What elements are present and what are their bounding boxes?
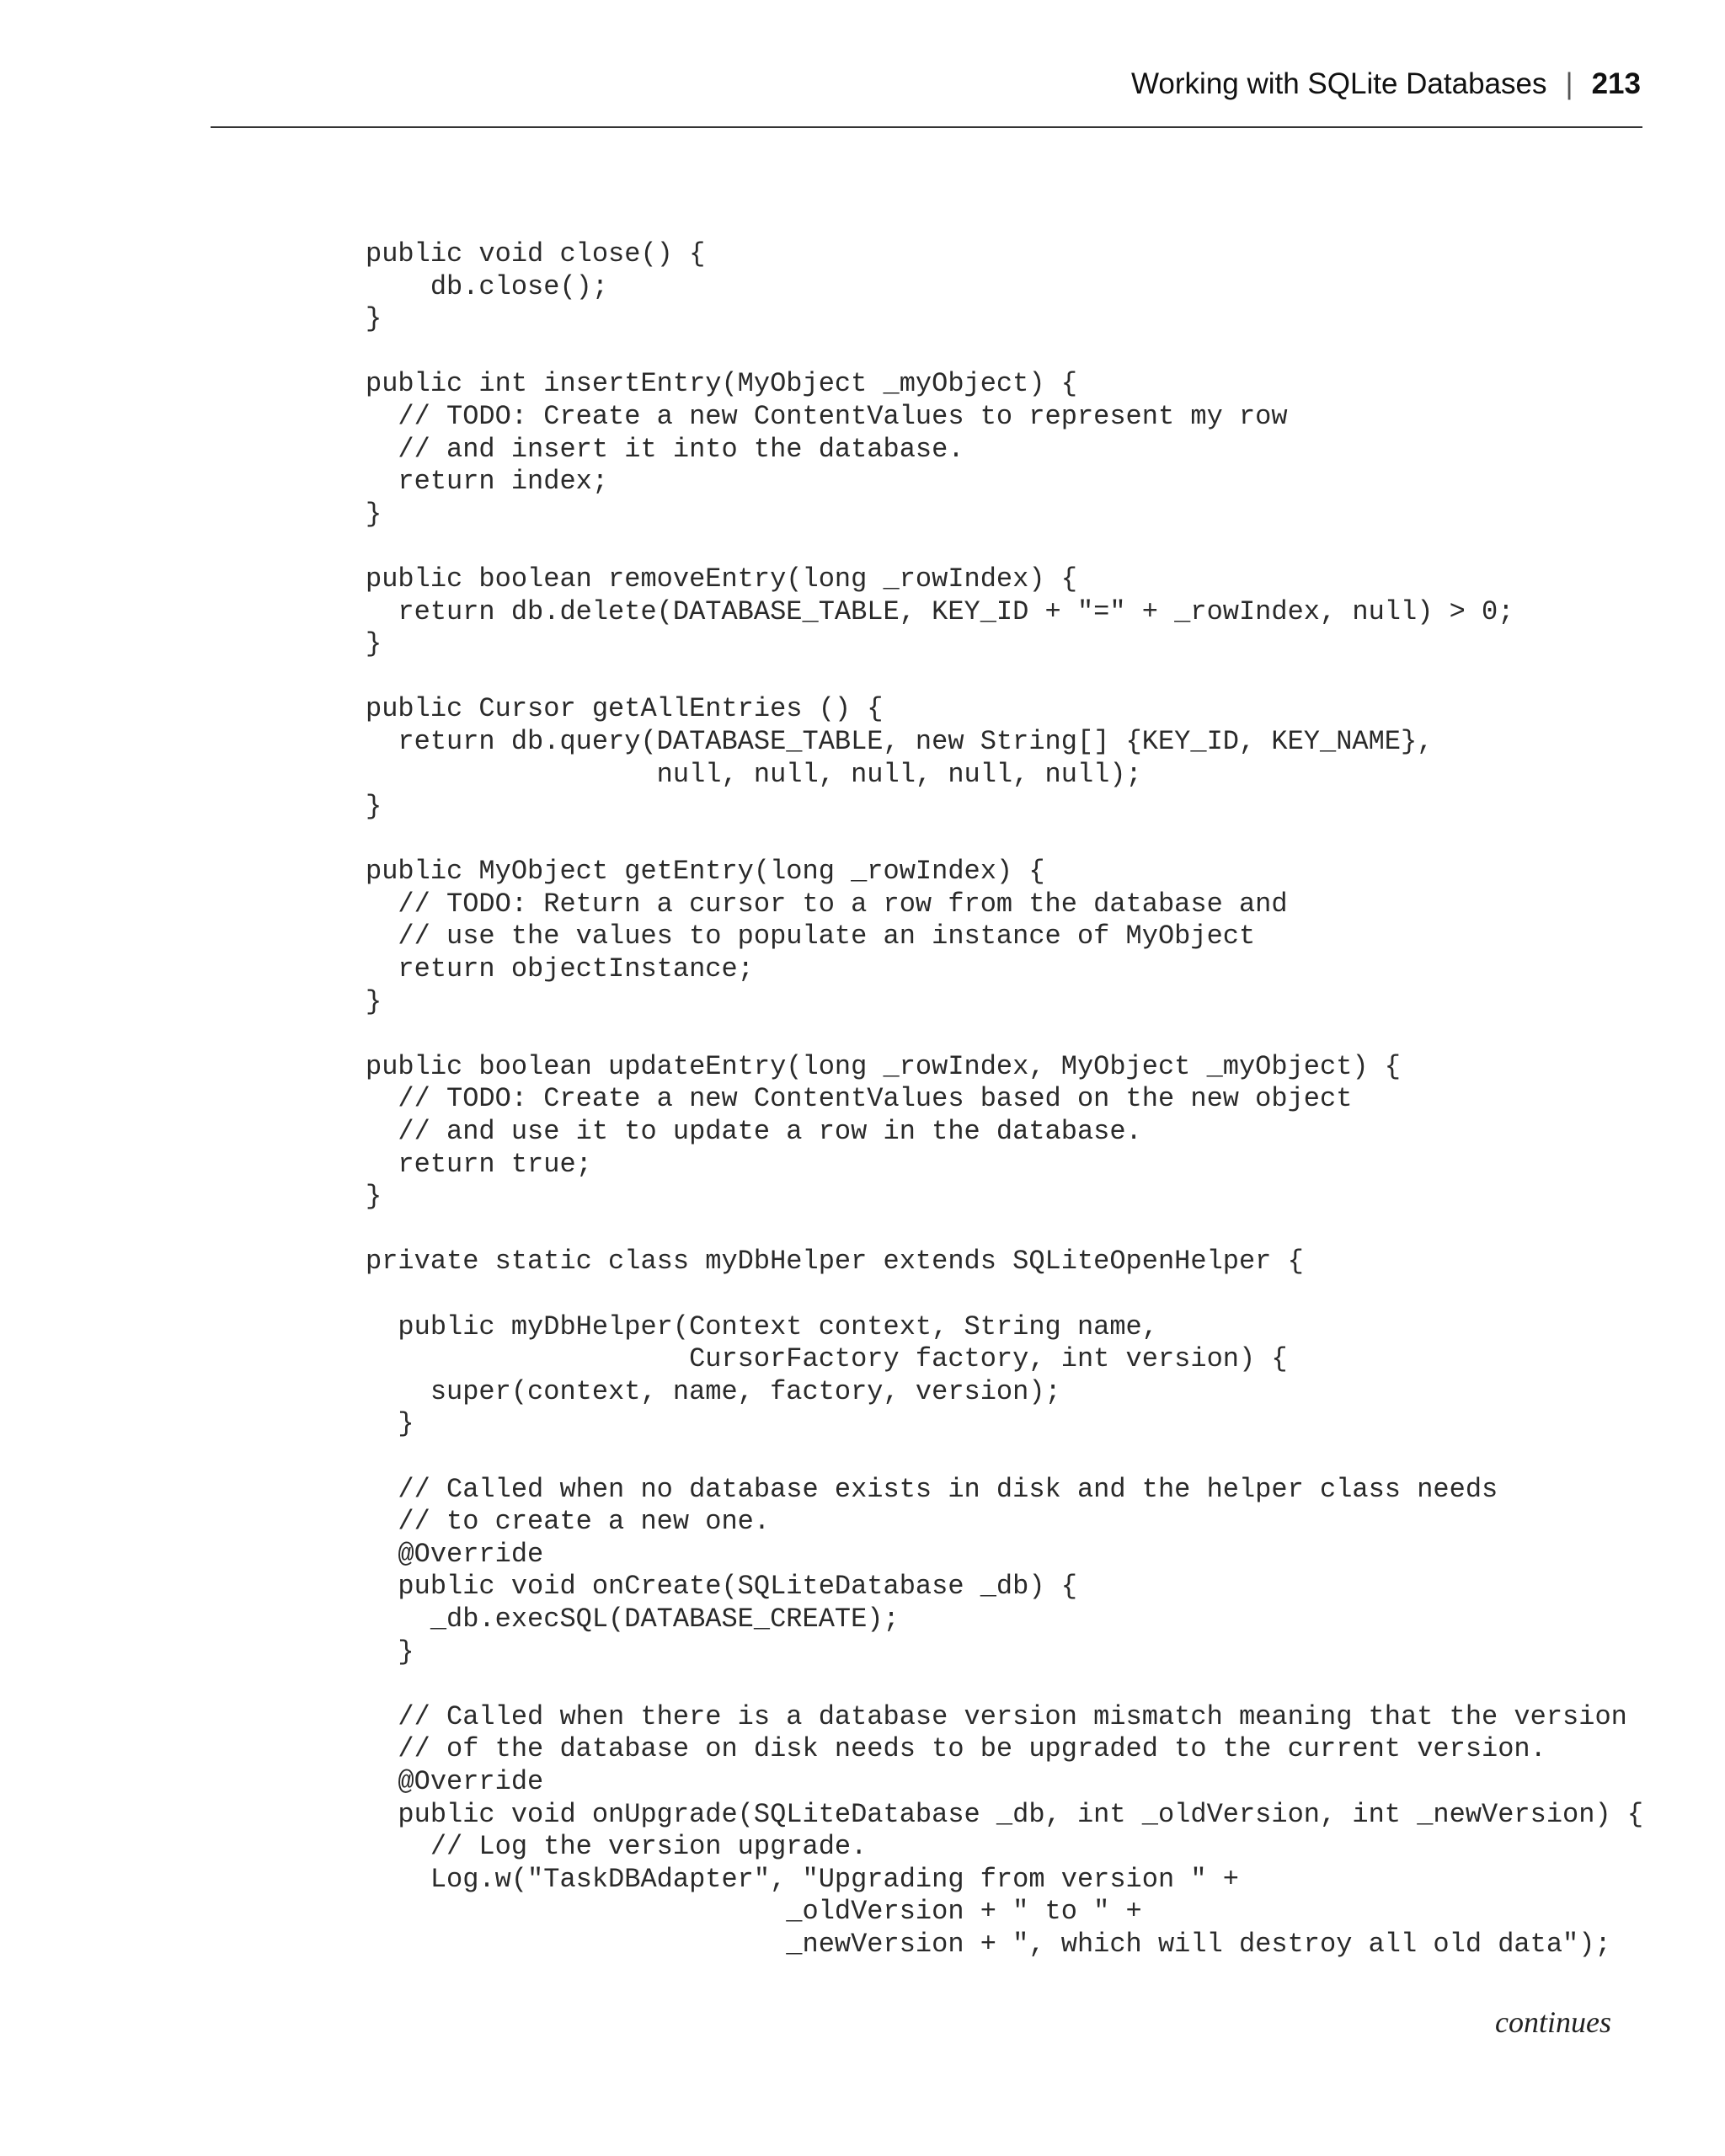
code-line: _newVersion + ", which will destroy all old data"); [366,1928,1611,1960]
code-line: _db.execSQL(DATABASE_CREATE); [366,1603,900,1635]
code-line: // of the database on disk needs to be upgraded to the current version. [366,1733,1546,1765]
continues-label: continues [1495,2005,1611,2039]
code-line: // TODO: Create a new ContentValues to represent my row [366,400,1288,432]
header-rule [211,126,1642,128]
code-line: null, null, null, null, null); [366,758,1142,790]
code-line: // and insert it into the database. [366,433,964,465]
code-line: return objectInstance; [366,953,754,985]
chapter-title: Working with SQLite Databases [1131,67,1547,100]
code-line: // Called when no database exists in disk and the helper class needs [366,1473,1498,1505]
code-line: CursorFactory factory, int version) { [366,1343,1288,1375]
code-line: public MyObject getEntry(long _rowIndex) { [366,856,1045,888]
code-line: @Override [366,1765,544,1797]
code-line [366,1214,1643,1246]
code-line: // Log the version upgrade. [366,1831,868,1863]
code-line: db.close(); [366,270,609,302]
code-line: return true; [366,1148,592,1180]
code-line [366,661,1643,694]
code-line: // Called when there is a database version mismatch meaning that the version [366,1700,1627,1732]
code-line: // and use it to update a row in the database. [366,1116,1142,1148]
code-line: } [366,628,382,660]
code-line: // use the values to populate an instance of MyObject [366,921,1256,953]
code-line: public Cursor getAllEntries () { [366,693,884,725]
code-line [366,531,1643,563]
code-line: public void onUpgrade(SQLiteDatabase _db, int _oldVersion, int _newVersion) { [366,1798,1644,1830]
code-line: // TODO: Return a cursor to a row from the database and [366,888,1288,920]
code-line: Log.w("TaskDBAdapter", "Upgrading from version " + [366,1863,1239,1895]
code-line: private static class myDbHelper extends SQLiteOpenHelper { [366,1246,1304,1278]
code-line: public boolean removeEntry(long _rowIndex) { [366,563,1077,595]
running-header [1131,59,1641,109]
code-line: public boolean updateEntry(long _rowIndex, MyObject _myObject) { [366,1050,1401,1082]
code-line: return db.delete(DATABASE_TABLE, KEY_ID + "=" + _rowIndex, null) > 0; [366,595,1514,627]
code-line: } [366,791,382,823]
code-line: // to create a new one. [366,1506,771,1538]
code-line: super(context, name, factory, version); [366,1375,1061,1407]
code-line [366,824,1643,857]
code-line: public myDbHelper(Context context, String name, [366,1310,1158,1342]
code-listing [366,238,1643,1961]
code-line: return db.query(DATABASE_TABLE, new String[] {KEY_ID, KEY_NAME}, [366,725,1434,757]
code-line: return index; [366,466,609,498]
code-line: @Override [366,1538,544,1570]
code-line: // TODO: Create a new ContentValues based on the new object [366,1083,1353,1115]
code-line: } [366,303,382,335]
header-separator: | [1565,67,1573,100]
code-line [366,1278,1643,1311]
code-line: } [366,498,382,530]
page-number: 213 [1591,67,1641,100]
code-line: } [366,1636,414,1668]
code-line [366,1441,1643,1474]
code-line [366,1668,1643,1701]
code-line: public void close() { [366,238,706,270]
code-line: public int insertEntry(MyObject _myObject) { [366,368,1077,400]
code-line: } [366,1408,414,1440]
code-line: } [366,985,382,1017]
code-line [366,1018,1643,1051]
code-line [366,336,1643,369]
code-line: public void onCreate(SQLiteDatabase _db) { [366,1571,1077,1603]
code-line: } [366,1181,382,1213]
code-line: _oldVersion + " to " + [366,1896,1142,1928]
